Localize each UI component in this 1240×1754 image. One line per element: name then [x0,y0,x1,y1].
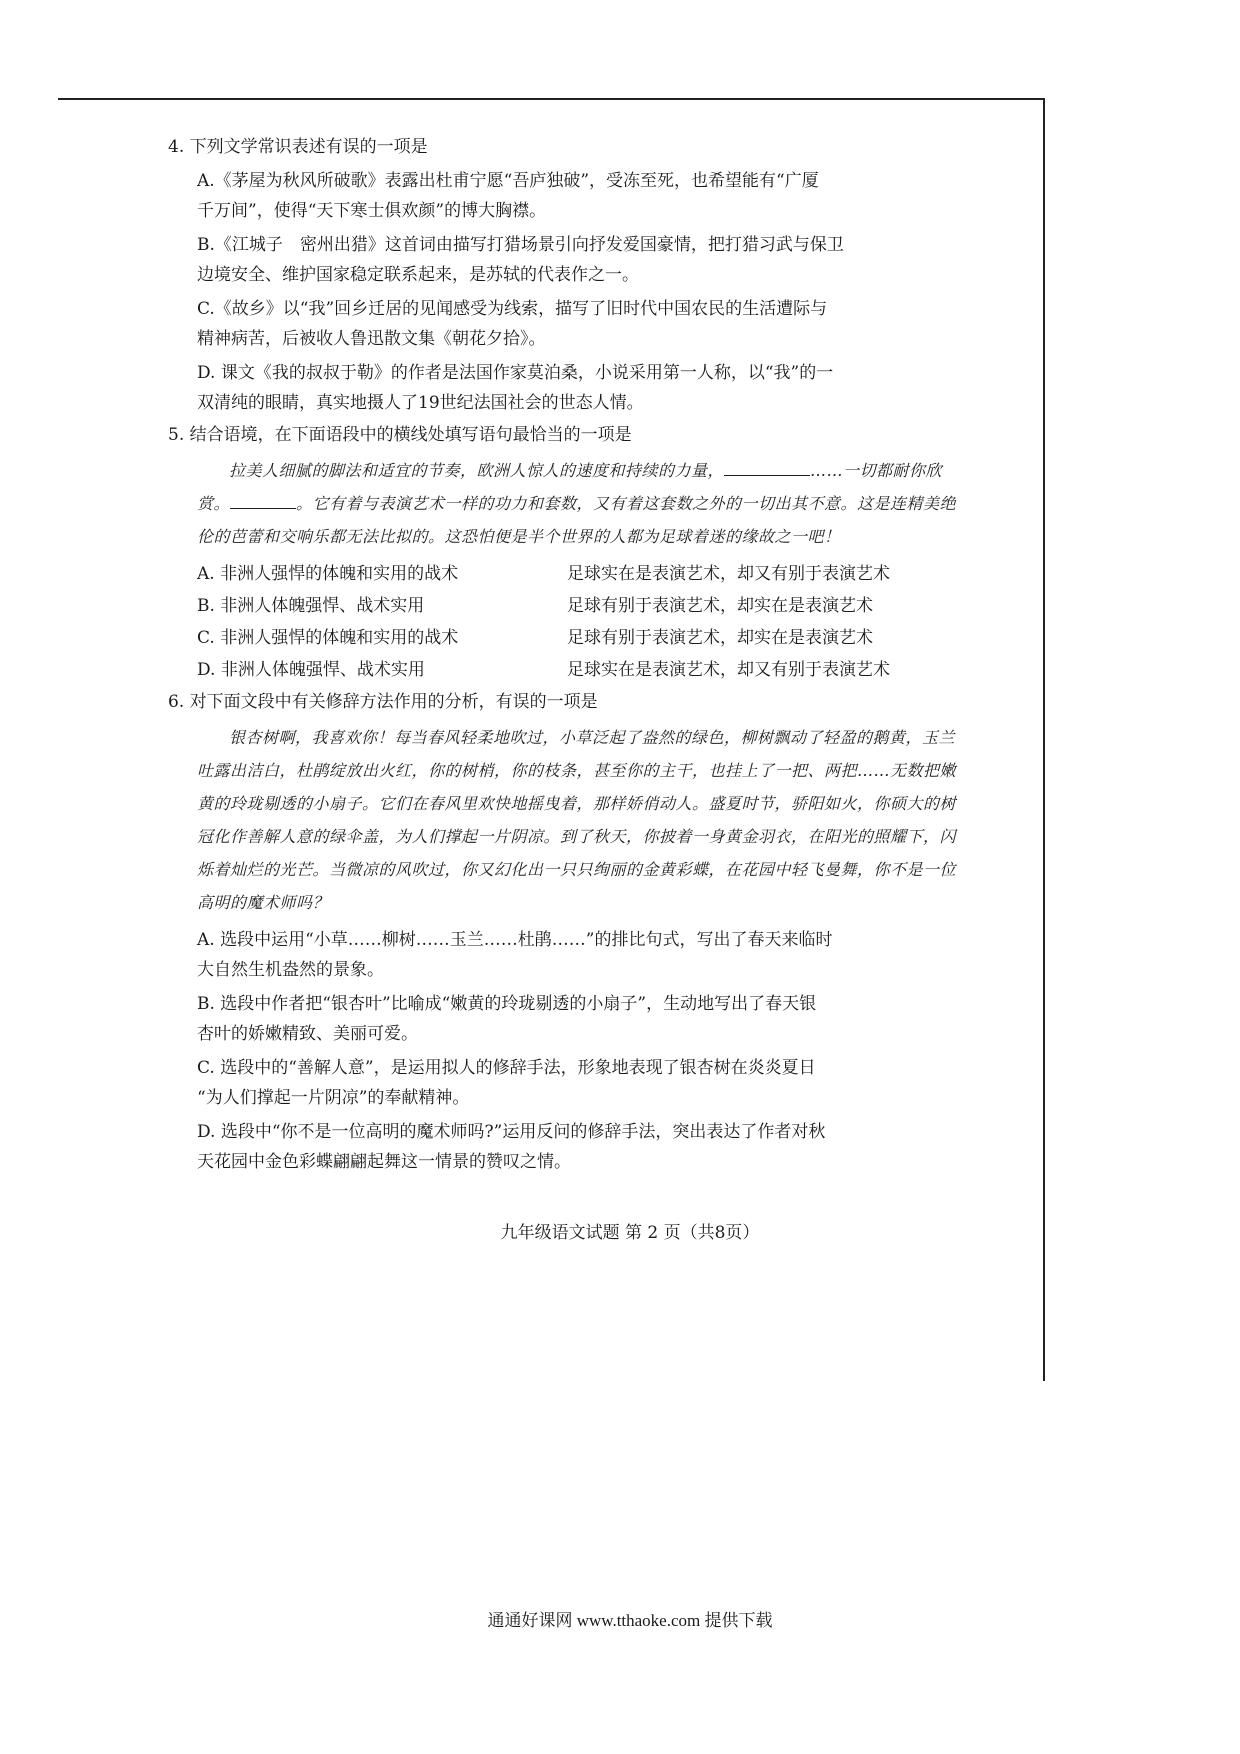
option-text-cont: 精神病苦，后被收人鲁迅散文集《朝花夕拾》。 [197,329,546,349]
option-text: B.《江城子 密州出猎》这首词由描写打猎场景引向抒发爱国豪情，把打猎习武与保卫 [197,235,844,255]
option-text: A.《茅屋为秋风所破歌》表露出杜甫宁愿“吾庐独破”，受冻至死，也希望能有“广厦 [197,171,819,191]
page-number-footer: 九年级语文试题 第 2 页（共8页） [500,1223,760,1243]
passage-part-1: 拉美人细腻的脚法和适宜的节奏，欧洲人惊人的速度和持续的力量， [229,461,725,480]
option-right: 足球有别于表演艺术，却实在是表演艺术 [567,596,873,616]
exam-content [168,132,968,1179]
question-5-option-c [197,623,968,653]
question-5-option-d [197,655,968,685]
option-left: A. 非洲人强悍的体魄和实用的战术 [197,564,459,584]
question-6-option-a [197,925,968,985]
option-text: A. 选段中运用“小草……柳树……玉兰……杜鹃……”的排比句式，写出了春天来临时 [197,930,833,950]
question-4-option-c [197,294,968,354]
option-right: 足球有别于表演艺术，却实在是表演艺术 [567,628,873,648]
question-5-passage [197,454,968,553]
question-4-option-a [197,166,968,226]
fill-blank-2 [230,492,296,509]
question-6-options [168,925,968,1177]
option-text: B. 选段中作者把“银杏叶”比喻成“嫩黄的玲珑剔透的小扇子”，生动地写出了春天银 [197,994,817,1014]
question-6-option-b [197,989,968,1049]
option-right: 足球实在是表演艺术，却又有别于表演艺术 [567,660,890,680]
site-footer: 通通好课网 www.tthaoke.com 提供下载 [487,1611,773,1630]
fill-blank-1 [724,459,810,476]
question-4-option-b [197,230,968,290]
option-left: B. 非洲人体魄强悍、战术实用 [197,596,425,616]
question-4-stem: 4. 下列文学常识表述有误的一项是 [168,137,428,157]
option-text-cont: 杏叶的娇嫩精致、美丽可爱。 [197,1024,418,1044]
option-text: D. 课文《我的叔叔于勒》的作者是法国作家莫泊桑，小说采用第一人称，以“我”的一 [197,363,834,383]
option-text: C. 选段中的“善解人意”，是运用拟人的修辞手法，形象地表现了银杏树在炎炎夏日 [197,1058,816,1078]
question-6-option-c [197,1053,968,1113]
question-6-passage: 银杏树啊，我喜欢你！每当春风轻柔地吹过，小草泛起了盎然的绿色，柳树飘动了轻盈的鹅黄，玉兰吐露出洁白，杜鹃绽放出火红，你的树梢，你的枝条，甚至你的主干，也挂上了一把、两把……无数把嫩黄的玲珑剔透的小扇子。它们在春风里欢快地摇曳着，那样娇俏动人。盛夏时节，骄阳如火，你硕大的树冠化作善解人意的绿伞盖，为人们撑起一片阴凉。到了秋天，你披着一身黄金羽衣，在阳光的照耀下，闪烁着灿烂的光芒。当微凉的风吹过，你又幻化出一只只绚丽的金黄彩蝶，在花园中轻飞曼舞，你不是一位高明的魔术师吗？ [197,728,957,912]
option-text-cont: 天花园中金色彩蝶翩翩起舞这一情景的赞叹之情。 [197,1152,571,1172]
option-text-cont: 大自然生机盎然的景象。 [197,960,384,980]
option-text-cont: 双清纯的眼睛，真实地摄人了19世纪法国社会的世态人情。 [197,393,644,413]
question-4-option-d [197,358,968,418]
passage-part-3: 。它有着与表演艺术一样的功力和套数，又有着这套数之外的一切出其不意。这是连精美绝伦的芭蕾和交响乐都无法比拟的。这恐怕便是半个世界的人都为足球着迷的缘故之一吧！ [197,494,957,546]
question-5-option-b [197,591,968,621]
option-text: D. 选段中“你不是一位高明的魔术师吗?”运用反问的修辞手法，突出表达了作者对秋 [197,1122,826,1142]
question-4-options [168,166,968,418]
option-text-cont: 千万间”，使得“天下寒士俱欢颜”的博大胸襟。 [197,201,547,221]
question-5-options [168,559,968,685]
question-5-stem: 5. 结合语境，在下面语段中的横线处填写语句最恰当的一项是 [168,425,632,445]
question-5-option-a [197,559,968,589]
option-text-cont: 边境安全、维护国家稳定联系起来，是苏轼的代表作之一。 [197,265,639,285]
question-6-stem: 6. 对下面文段中有关修辞方法作用的分析，有误的一项是 [168,692,598,712]
option-text: C.《故乡》以“我”回乡迁居的见闻感受为线索，描写了旧时代中国农民的生活遭际与 [197,299,828,319]
passage-part-2: ……一切都耐你欣赏。 [197,461,943,513]
question-6-option-d [197,1117,968,1177]
option-left: D. 非洲人体魄强悍、战术实用 [197,660,425,680]
option-right: 足球实在是表演艺术，却又有别于表演艺术 [567,564,890,584]
option-text-cont: “为人们撑起一片阴凉”的奉献精神。 [197,1088,470,1108]
option-left: C. 非洲人强悍的体魄和实用的战术 [197,628,459,648]
